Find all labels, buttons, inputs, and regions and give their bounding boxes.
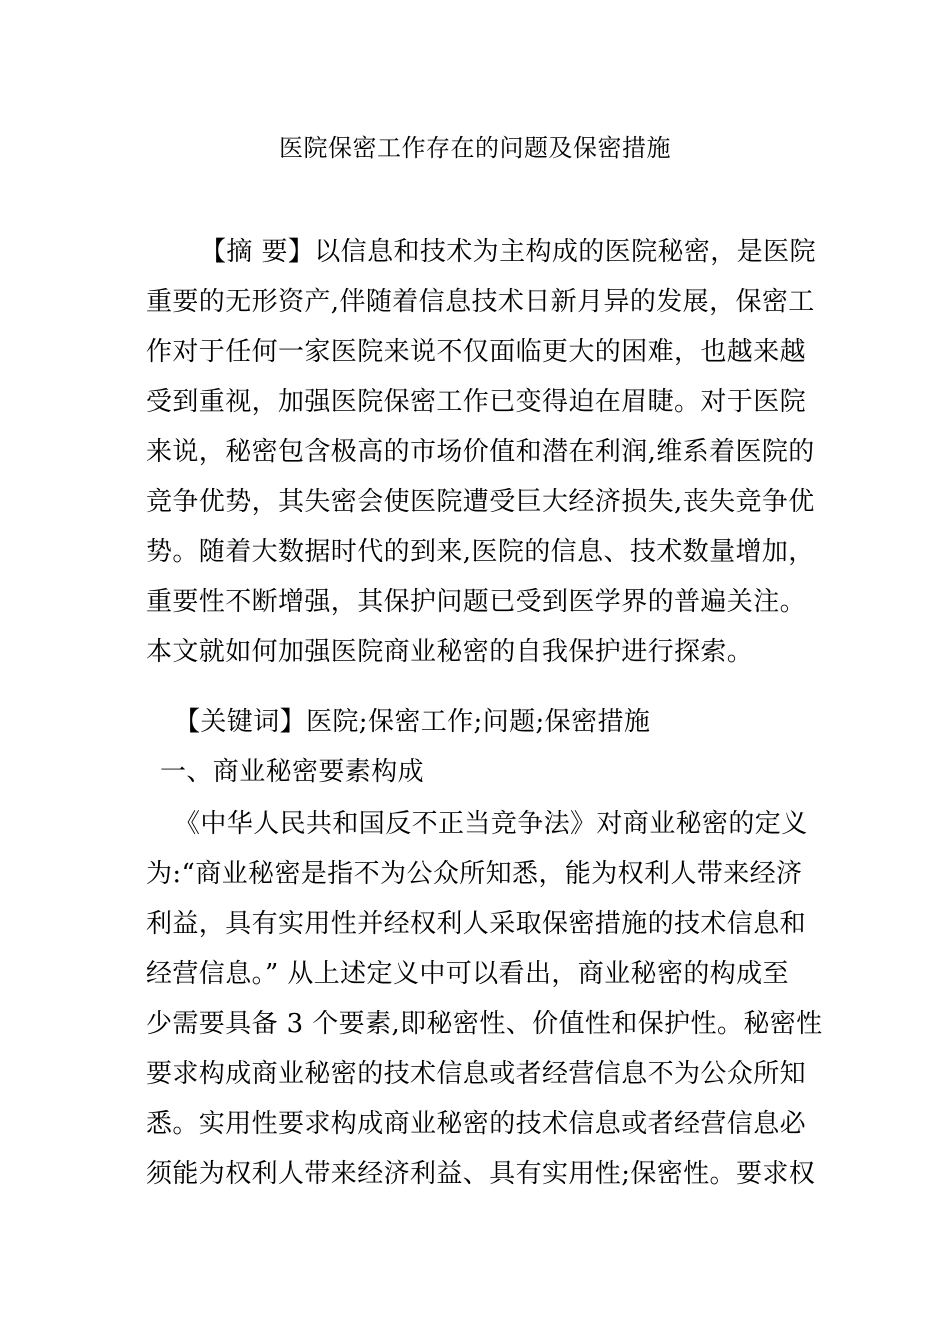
keywords-line: 【关键词】医院;保密工作;问题;保密措施: [174, 707, 651, 737]
document-title: 医院保密工作存在的问题及保密措施: [279, 134, 671, 162]
body-line: 利益，具有实用性并经权利人采取保密措施的技术信息和: [146, 909, 807, 939]
abstract-line: 本文就如何加强医院商业秘密的自我保护进行探索。: [146, 637, 754, 667]
abstract-line: 作对于任何一家医院来说不仅面临更大的困难，也越来越: [146, 337, 807, 367]
abstract-line: 受到重视，加强医院保密工作已变得迫在眉睫。对于医院: [146, 387, 807, 417]
body-line: 少需要具备 3 个要素,即秘密性、价值性和保护性。秘密性: [146, 1009, 823, 1039]
abstract-line: 【摘 要】以信息和技术为主构成的医院秘密，是医院: [200, 237, 816, 267]
abstract-line: 势。随着大数据时代的到来,医院的信息、技术数量增加，: [146, 537, 815, 567]
body-line: 经营信息。” 从上述定义中可以看出，商业秘密的构成至: [146, 959, 789, 989]
abstract-line: 竞争优势，其失密会使医院遭受巨大经济损失,丧失竞争优: [146, 487, 815, 517]
abstract-line: 重要性不断增强，其保护问题已受到医学界的普遍关注。: [146, 587, 807, 617]
body-line: 要求构成商业秘密的技术信息或者经营信息不为公众所知: [146, 1059, 807, 1089]
body-line: 《中华人民共和国反不正当竞争法》对商业秘密的定义: [174, 809, 808, 839]
body-line: 悉。实用性要求构成商业秘密的技术信息或者经营信息必: [146, 1109, 807, 1139]
section-heading: 一、商业秘密要素构成: [160, 757, 425, 787]
body-line: 须能为权利人带来经济利益、具有实用性;保密性。要求权: [146, 1159, 816, 1189]
abstract-line: 重要的无形资产,伴随着信息技术日新月异的发展，保密工: [146, 287, 815, 317]
abstract-line: 来说，秘密包含极高的市场价值和潜在利润,维系着医院的: [146, 437, 815, 467]
body-line: 为:“商业秘密是指不为公众所知悉，能为权利人带来经济: [146, 859, 803, 889]
